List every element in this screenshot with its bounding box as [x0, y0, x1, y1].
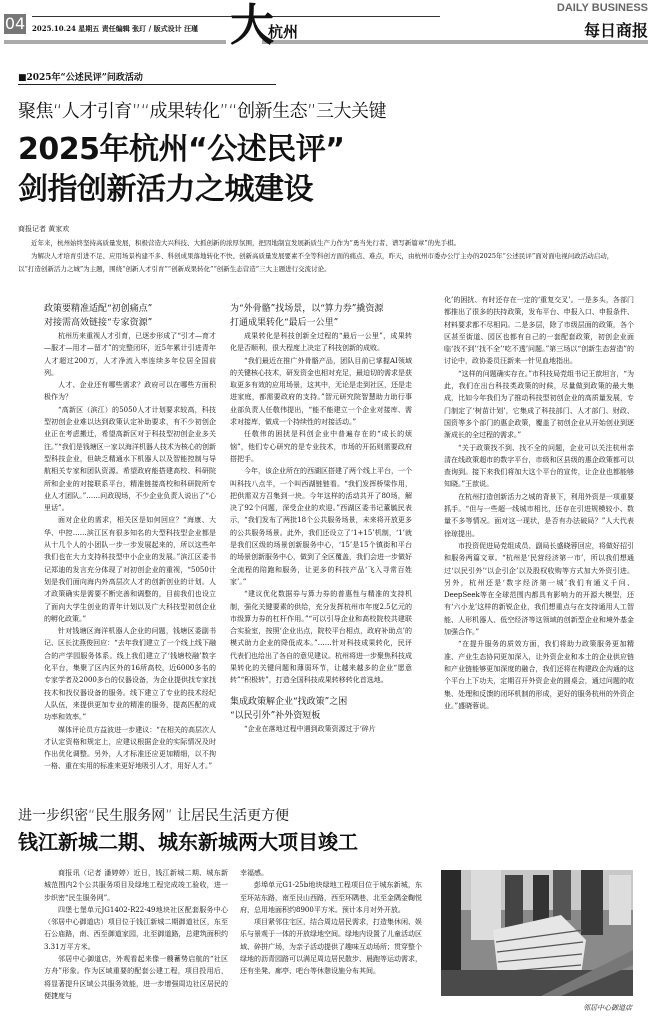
byline: 商报记者 黄家欢 — [18, 225, 70, 233]
paragraph: “高新区（滨江）的5050人才计划要求较高，科技型初创企业难以达到政策认定补助要求，有不少初创企业正在考虑搬迁，希望高新区对于科技型初创企业多关注。”“我们是钱塘区一家以海洋机器人技术为核心的创新型科技企业，但缺乏精通水下机器人以及智能控制与导航相关专家和团队资源。希望政府能搭建高校、科研院所和企业的对接联系平台，精准链接高校和科研院所专业人才团队。”……问政现场，不少企业负责人说出了“心里话”。 — [44, 405, 216, 513]
page-number: 04 — [4, 14, 26, 33]
article1-headline — [18, 130, 344, 210]
subhead: 为“外骨骼”找场景，以“算力券”撬资源 — [230, 304, 384, 314]
section-city: 杭州 — [268, 23, 299, 41]
header-bar — [4, 40, 226, 44]
article1-column-3 — [444, 294, 634, 712]
photo-caption: 邻居中心御道店 — [583, 1004, 632, 1012]
article2-column-1 — [44, 867, 228, 1002]
paragraph: 商报讯（记者 潘婷婷）近日，钱江新城二期、城东新城范围内2个公共服务项目及绿地工程完成竣工验收，进一步织密“民生服务网”。 — [44, 869, 228, 902]
paragraph: 四堡七堡单元JG1402-R22-49地块社区配套服务中心（邻居中心御道店）项目位于钱江新城二期御道社区，东至石公庙路，南、西至御道家园，北至御道路，总建筑面积约3.31万平方米。 — [44, 905, 228, 951]
intro-paragraph: 近年来，杭州始终坚持高质量发展，积极营造大兴科技、大抓创新的浓厚氛围，把因地制宜发展新质生产力作为“勇当先行者、谱写新篇章”的先手棋。 — [31, 239, 461, 247]
article1-column-2 — [230, 302, 412, 735]
header-rule — [262, 16, 440, 17]
paragraph: 成果转化是科技创新全过程的“最后一公里”，成果转化是否顺利，很大程度上决定了科技创新的成败。 — [230, 332, 412, 353]
paragraph: 面对企业的需求，相关区是如何回应？“海康、大华、中控……滨江区有很多知名的大型科技型企业都是从十几个人的小团队一步一步发展起来的，所以这些年我们也在大力支持科技型中小企业的发展。”滨江区委书记郑迪的发言充分体现了对初创企业的重视，“5050计划是我们面向海内外高层次人才的创新创业的计划。人才政策确实是需要不断完善和调整的，目前我们也设立了面向大学生创业的青年计划以及广大科技型初创企业的孵化政策。” — [44, 516, 216, 623]
intro-paragraph: 为解决人才培育引进不足、应用场景构建不多、科创成果落地转化不快、创新高质量发展要素不全等科创方面的痛点、难点，昨天，由杭州市委办公厅主办的2025年“公述民评”面对面电视问政活动启动，以“打造创新活力之城”为主题，围绕“创新人才引育”“创新成果转化”“创新生态营造”三大主题进行交流讨论。 — [18, 252, 614, 273]
paragraph: 针对钱塘区海洋机器人企业的问题，钱塘区委副书记、区长沈燕俊回应：“去年我们建立了一个线上线下融合的产学园服务体系。线上我们建立了‘钱塘校融’数字化平台，集聚了区内区外的16所高校，近6000多名的专家学者及2000多台的仪器设备，为企业提供找专家找技术和找仪器设备的服务。线下建立了专业的技术经纪人队伍，来提供更加专业的精准的服务，提高匹配的成功率和效率。” — [44, 627, 216, 722]
paragraph: “关于政策找不到、找不全的问题，企业可以关注杭州亲清在线政策超市的数字平台，市级和区县级的惠企政策都可以查询到。接下来我们将加大这个平台的宣传，让企业也都能够知晓。”王歆说。 — [444, 443, 634, 489]
paragraph: “这样的问题确实存在。”市科技局党组书记王歆坦言，“为此，我们在出台科技类政策的时候，尽量做到政策的最大集成，比如今年我们为了推动科技型初创企业的高质量发展，专门制定了‘树苗计划’，它集成了科技部门、人才部门、财政、国资等多个部门的惠企政策，覆盖了初创企业从开始创业到逐渐成长的全过程的需求。” — [444, 369, 634, 440]
subhead: 对接需高效链接“专家资源” — [44, 318, 153, 328]
article2-kicker: 进一步织密“民生服务网” 让居民生活更方便 — [18, 808, 289, 824]
subhead: 打通成果转化“最后一公里” — [230, 318, 339, 328]
article1-intro — [18, 237, 628, 276]
section-tag: ■2025年“公述民评”问政活动 — [18, 70, 276, 85]
paragraph: “我们最近在推广外骨骼产品，团队目前已掌握AI领域的关键核心技术，研发资金也相对充足，最迫切的需求是获取更多有效的应用场景，这其中，无论是走到社区，还是走进家庭，都需要政府的支持。”智元研究院智慧助力助行事业部负责人任敬伟提出，“能不能建立一个企业对接库、需求对接库，做成一个持续性的对接活动。” — [230, 356, 412, 427]
date-line: 2025.10.24 星期五 责任编辑 张玎 / 版式设计 汪瑾 — [32, 24, 199, 33]
paragraph: 幸福感。 — [240, 869, 268, 877]
paragraph: 媒体评论员方益波进一步建议：“在相关的高层次人才认定资格和规定上，应建议根据企业的实际情况及时作出优化调整。另外，人才标准还应更加精细，以不拘一格、重在实用的标准来更好地吸引人才，用好人才。” — [44, 725, 216, 771]
paragraph: 任敬伟的困扰是科创企业中普遍存在的“成长的烦恼”，他们专心研究的是专业技术，市场的开拓则需要政府搭把手。 — [230, 430, 412, 463]
header-rule — [32, 16, 232, 17]
paragraph: “在提升服务的质效方面，我们将助力政策服务更加精准、产业生态协同更加深入，让外资企业和本土的企业供应链和产业链能够更加深度的融合，我们还将在构建政企沟通的这个平台上下功夫，定期召开外资企业的圆桌会，通过问题的收集、处理和反馈的闭环机制的形成，更好的服务杭州的外资企业。”盛晓蓉说。 — [444, 640, 634, 710]
paragraph: 化’的困扰、有时还存在一定的‘重复交叉’。一是多头，各部门都推出了很多的扶持政策，发布平台、申报入口、申报条件、材料要求都不尽相同。二是多层，除了市级层面的政策，各个区甚至街道、园区也都有自己的一套配套政策，初创企业面临‘找不到’‘找不全’‘吃不透’问题。”第三场以“创新生态营造”的讨论中，政协委员汪新来一针见血地指出。 — [444, 296, 634, 366]
news-photo — [441, 870, 633, 996]
paragraph: “企业在落地过程中遇到政策资源过于‘碎片 — [244, 724, 376, 733]
article1-column-1 — [44, 302, 216, 773]
article2-column-2 — [240, 867, 422, 978]
paragraph: 市投资促进局党组成员、副局长盛晓蓉回应，将做好招引和服务两篇文章。“杭州是‘民营经济第一市’，所以我们想通过‘以民引外’‘以企引企’以及股权收购等方式加大外资引进。另外，杭州还是‘数字经济第一城’我们有通义千问、DeepSeek等在全球范围内都具有影响力的开源大模型，还有‘六小龙’这样的新锐企业，我们想重点与在支持通用人工智能、人形机器人、低空经济等这领域的创新型企业和境外基金加强合作。” — [444, 541, 634, 637]
subhead: “以民引外”补外资短板 — [230, 710, 321, 721]
paragraph: 在杭州打造创新活力之城的背景下，利用外资是一项重要抓手。“但与一些超一线城市相比，还存在引进规模较小、数量不多等情况。面对这一现状，是否有办法破局？”人大代表徐琼提出。 — [444, 492, 634, 538]
building-photo-illustration — [441, 870, 633, 996]
article2-headline: 钱江新城二期、城东新城两大项目竣工 — [18, 830, 358, 854]
subhead: 政策要精准适配“初创痛点” — [44, 304, 153, 314]
headline-line-1: 2025年杭州“公述民评” — [18, 132, 345, 167]
article1-kicker: 聚焦“人才引育”“成果转化”“创新生态”三大关键 — [18, 101, 386, 122]
headline-line-2: 剑指创新活力之城建设 — [18, 172, 313, 207]
paragraph: 彭埠单元G1-25b地块绿地工程项目位于城东新城，东至环站东路，南至艮山西路，西至环隅巷，北至金隅金鞠悦府，总用地面积约8900平方米。预计本月对外开放。 — [240, 881, 422, 914]
paragraph: 今年，该企业所在的西湖区搭建了两个线上平台，一个叫科技八点半，一个叫西湖链链看。“我们发挥桥梁作用，把供需双方召集到一块。今年这样的活动共开了80场，解决了92个问题，深受企业的欢迎。”西湖区委书记董毓民表示，“我们发布了两批18个公共服务场景，未来将开放更多的公共服务场景。此外，我们还设立了‘1+15’机制，‘1’就是我们区级的场景创新服务中心，‘15’是15个镇街和平台的场景创新服务中心，做到了全区覆盖，我们会进一步做好全流程的陪跑和服务，让更多的科技产品‘飞入寻常百姓家’。” — [230, 467, 412, 586]
paragraph: 项目紧邻住宅区，结合周边居民需求，打造集休闲、娱乐与景观于一体的开放绿地空间。绿地内设置了儿童活动区域、碎拼广场，为亲子活动提供了趣味互动场所；贯穿整个绿地的沥青园路可以满足周边居民散步、晨跑等运动需求，还有坐凳、廊亭、吧台等休憩设施分布其间。 — [240, 918, 422, 976]
section-logo: 大 — [230, 0, 274, 51]
subhead: 集成政策解企业“找政策”之困 — [230, 696, 348, 707]
brand-chinese: 每日商报 — [583, 21, 648, 40]
paragraph: 邻居中心御道店，外观看起来像一艘蓄势启航的“社区方舟”形象。作为区域重要的配套公建工程，项目投用后，将显著提升区域公共服务效能，进一步增强周边社区居民的便捷度与 — [44, 955, 228, 1000]
paragraph: 人才、企业还有哪些需求？政府可以在哪些方面积极作为？ — [44, 381, 216, 402]
paragraph: “建议优化数据券与算力券的普惠性与精准的支持机制，强化关键要素的供给，充分发挥杭州市年度2.5亿元的市级算力券的杠杆作用。”“可以引导企业和高校院校共建联合实验室，按照‘企业出点，院校平台相点，政府补助点’的模式助力企业的降低成本。”……针对科技成果转化，民评代表们也给出了各自的意见建议。杭州将进一步聚焦科技成果转化的关键问题和薄弱环节，让越来越多的企业“愿意转”“积极转”，打造全国科技成果转移转化首选地。 — [230, 590, 412, 685]
brand-english: DAILY BUSINESS — [556, 2, 648, 14]
paragraph: 杭州历来重视人才引育，已逐步形成了“引才—育才—服才—用才—留才”的完整闭环，近5年累计引进青年人才超过200万，人才净流入率连续多年位居全国前列。 — [44, 332, 216, 377]
